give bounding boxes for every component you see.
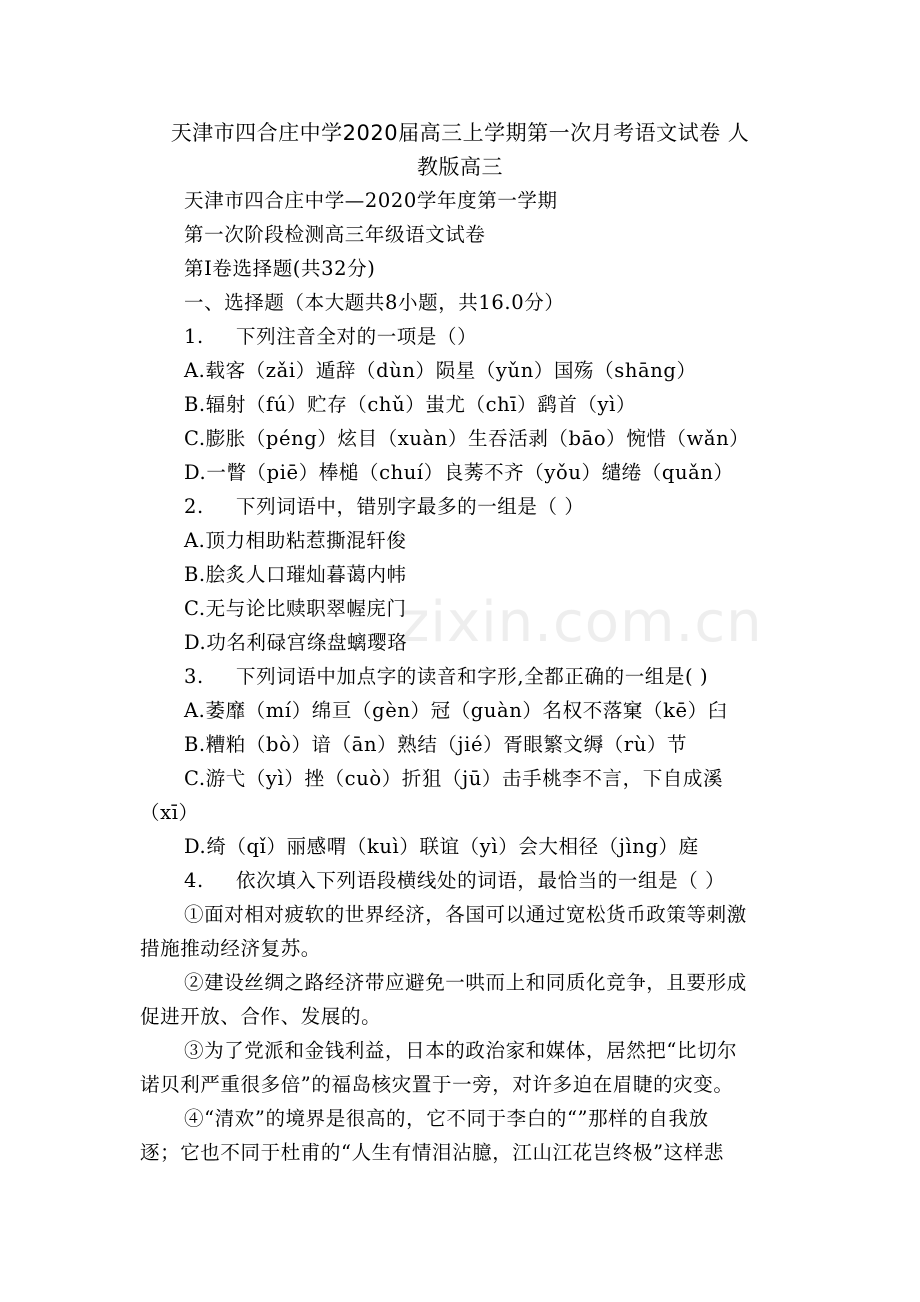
- question-3-option-b: B.糟粕（bò）谙（ān）熟结（jié）胥眼繁文缛（rù）节: [184, 733, 688, 756]
- question-1-option-b: B.辐射（fú）贮存（chǔ）蚩尤（chī）鹞首（yì）: [184, 393, 637, 416]
- question-1-option-a: A.载客（zǎi）遁辞（dùn）陨星（yǔn）国殇（shāng）: [184, 359, 697, 382]
- question-number: 2.: [184, 495, 204, 518]
- question-2-option-b: B.脍炙人口璀灿暮蔼内帏: [184, 563, 407, 586]
- question-1-option-d: D.一瞥（piē）棒槌（chuí）良莠不齐（yǒu）缱绻（quǎn）: [184, 461, 734, 484]
- question-2-option-d: D.功名利碌宫绦盘螭璎珞: [184, 631, 408, 654]
- site-watermark: zixin.com.cn: [400, 590, 763, 655]
- section-heading: 一、选择题（本大题共8小题，共16.0分）: [184, 291, 565, 314]
- question-3-option-d: D.绮（qǐ）丽感喟（kuì）联谊（yì）会大相径（jìng）庭: [184, 835, 699, 858]
- question-3-option-c-cont: （xī）: [140, 801, 199, 824]
- question-2-option-a: A.顶力相助粘惹撕混轩俊: [184, 529, 407, 552]
- question-3-option-c: C.游弋（yì）挫（cuò）折狙（jū）击手桃李不言，下自成溪: [184, 767, 724, 790]
- question-number: 3.: [184, 665, 204, 688]
- question-4-passage-1: ①面对相对疲软的世界经济，各国可以通过宽松货币政策等刺激: [184, 903, 747, 926]
- question-2-stem: [184, 490, 585, 524]
- document-title: [140, 116, 780, 184]
- question-4-passage-2: ②建设丝绸之路经济带应避免一哄而上和同质化竞争，且要形成: [184, 971, 747, 994]
- question-1-stem: [184, 320, 477, 354]
- question-4-passage-3-cont: 诺贝利严重很多倍”的福岛核灾置于一旁，对许多迫在眉睫的灾变。: [140, 1073, 734, 1096]
- question-text: 下列注音全对的一项是（）: [236, 325, 478, 348]
- question-number: 1.: [184, 325, 204, 348]
- question-4-passage-2-cont: 促进开放、合作、发展的。: [140, 1005, 382, 1028]
- question-4-stem: [184, 864, 725, 898]
- question-4-passage-1-cont: 措施推动经济复苏。: [140, 937, 321, 960]
- question-2-option-c: C.无与论比赎职翠幄庑门: [184, 597, 407, 620]
- question-text: 下列词语中，错别字最多的一组是（ ）: [236, 495, 585, 518]
- question-4-passage-4-cont: 逐；它也不同于杜甫的“人生有情泪沾臆，江山江花岂终极”这样悲: [140, 1141, 724, 1164]
- question-4-passage-4: ④“清欢”的境界是很高的，它不同于李白的“”那样的自我放: [184, 1107, 709, 1130]
- title-line-1: 天津市四合庄中学2020届高三上学期第一次月考语文试卷 人: [170, 121, 750, 145]
- exam-name-line: 第一次阶段检测高三年级语文试卷: [184, 223, 486, 246]
- title-line-2: 教版高三: [417, 155, 503, 179]
- question-1-option-c: C.膨胀（péng）炫目（xuàn）生吞活剥（bāo）惋惜（wǎn）: [184, 427, 750, 450]
- part-heading: 第Ⅰ卷选择题(共32分): [184, 257, 376, 280]
- question-text: 依次填入下列语段横线处的词语，最恰当的一组是（ ）: [236, 869, 726, 892]
- question-text: 下列词语中加点字的读音和字形,全都正确的一组是( ): [236, 665, 709, 688]
- school-line: 天津市四合庄中学—2020学年度第一学期: [184, 189, 558, 212]
- question-3-option-a: A.萎靡（mí）绵亘（gèn）冠（guàn）名权不落窠（kē）臼: [184, 699, 728, 722]
- question-4-passage-3: ③为了党派和金钱利益，日本的政治家和媒体，居然把“比切尔: [184, 1039, 738, 1062]
- question-number: 4.: [184, 869, 204, 892]
- question-3-stem: [184, 660, 708, 694]
